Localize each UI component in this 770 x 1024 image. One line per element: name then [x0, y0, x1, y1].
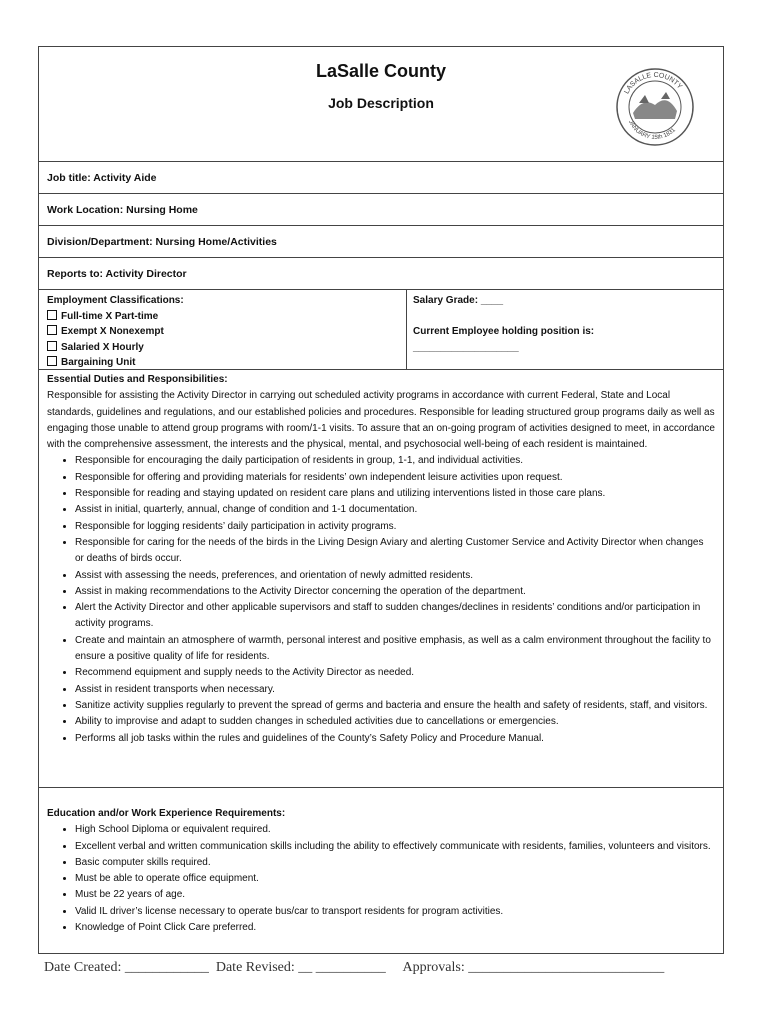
education-item: • Valid IL driver’s license necessary to operate bus/car to transport residents for program activities.: [75, 904, 715, 920]
classification-line: Salaried X Hourly: [47, 340, 398, 356]
classification-line: Full-time X Part-time: [47, 309, 398, 325]
salary-grade: Salary Grade: ____: [413, 295, 504, 306]
checkbox-icon: [47, 310, 57, 320]
duty-item: • Ability to improvise and adapt to sudden changes in scheduled activities due to cancellations or emergencies.: [75, 714, 715, 730]
svg-text:LASALLE COUNTY: [623, 72, 683, 95]
document-subtitle: Job Description: [328, 95, 434, 111]
duty-item: • Responsible for logging residents’ daily participation in activity programs.: [75, 519, 715, 535]
job-description-form: [38, 46, 724, 954]
county-seal-icon: [615, 67, 695, 147]
education-item: • Must be 22 years of age.: [75, 887, 715, 903]
current-employee-line: ___________________: [413, 341, 519, 353]
education-section: [39, 788, 723, 936]
duties-heading: Essential Duties and Responsibilities:: [47, 374, 228, 385]
duty-item: • Alert the Activity Director and other applicable supervisors and staff to sudden changes/declines in residents’ conditions and/or participation in activity programs.: [75, 600, 715, 633]
checkbox-icon: [47, 341, 57, 351]
education-item: • Basic computer skills required.: [75, 855, 715, 871]
education-item: • Must be able to operate office equipment.: [75, 871, 715, 887]
duty-item: • Responsible for offering and providing materials for residents’ own independent leisure activities upon request.: [75, 470, 715, 486]
county-title: LaSalle County: [315, 61, 447, 81]
division-row: [39, 226, 723, 258]
duty-item: • Responsible for encouraging the daily participation of residents in group, 1-1, and individual activities.: [75, 453, 715, 469]
salary-section: [407, 290, 723, 369]
employment-classifications: [39, 290, 407, 369]
classification-line: Exempt X Nonexempt: [47, 324, 398, 340]
approval-footer: Date Created: ____________ Date Revised: __ __________ Approvals: ____________________________: [44, 960, 665, 975]
education-heading: Education and/or Work Experience Requirements:: [47, 808, 286, 819]
duty-item: • Create and maintain an atmosphere of warmth, personal interest and positive emphasis, as well as a calm environment throughout the facility to ensure a positive quality of life for residents.: [75, 633, 715, 666]
duty-item: • Responsible for caring for the needs of the birds in the Living Design Aviary and alerting Customer Service and Activity Director when changes or deaths of birds occur.: [75, 535, 715, 568]
form-header: [39, 47, 723, 162]
classification-section: [39, 290, 723, 370]
checkbox-icon: [47, 356, 57, 366]
duty-item: • Assist in initial, quarterly, annual, change of condition and 1-1 documentation.: [75, 502, 715, 518]
current-employee-label: Current Employee holding position is:: [413, 326, 595, 337]
education-item: • Knowledge of Point Click Care preferred.: [75, 920, 715, 936]
duty-item: • Assist in resident transports when necessary.: [75, 682, 715, 698]
duties-section: [39, 370, 723, 788]
duties-list: [47, 453, 715, 746]
classification-label: Employment Classifications:: [47, 295, 184, 306]
duty-item: • Recommend equipment and supply needs to the Activity Director as needed.: [75, 665, 715, 681]
seal-bottom-text: JANUARY 15th 1831: [627, 119, 677, 142]
duty-item: • Assist with assessing the needs, preferences, and orientation of newly admitted residents.: [75, 568, 715, 584]
education-list: [47, 822, 715, 936]
education-item: • Excellent verbal and written communication skills including the ability to effectively communicate with residents, families, volunteers and visitors.: [75, 839, 715, 855]
duty-item: • Assist in making recommendations to the Activity Director concerning the operation of the department.: [75, 584, 715, 600]
division-department: Division/Department: Nursing Home/Activities: [47, 235, 277, 248]
education-item: • High School Diploma or equivalent required.: [75, 822, 715, 838]
reports-to-row: [39, 258, 723, 290]
duty-item: • Responsible for reading and staying updated on resident care plans and utilizing interventions listed in those care plans.: [75, 486, 715, 502]
duty-item: • Performs all job tasks within the rules and guidelines of the County’s Safety Policy and Procedure Manual.: [75, 731, 715, 747]
duties-intro: Responsible for assisting the Activity Director in carrying out scheduled activity programs in accordance with current Federal, State and Local standards, guidelines and regulations, and our established policies and procedures. Responsible for leading structured group programs daily as well as engaging those unable to attend group programs with room/1-1 visits. To assure that an on-going program of activities designed to meet, in accordance with the comprehensive assessment, the interests and the physical, mental, and psychosocial well-being of each resident is maintained.: [47, 390, 715, 451]
duty-item: • Sanitize activity supplies regularly to prevent the spread of germs and bacteria and ensure the health and safety of residents, staff, and visitors.: [75, 698, 715, 714]
classification-line: Bargaining Unit: [47, 355, 398, 371]
work-location-row: [39, 194, 723, 226]
checkbox-icon: [47, 325, 57, 335]
reports-to: Reports to: Activity Director: [47, 267, 187, 280]
seal-top-text: LASALLE COUNTY: [623, 71, 684, 96]
job-title: Job title: Activity Aide: [47, 171, 157, 184]
work-location: Work Location: Nursing Home: [47, 203, 198, 216]
job-title-row: [39, 162, 723, 194]
